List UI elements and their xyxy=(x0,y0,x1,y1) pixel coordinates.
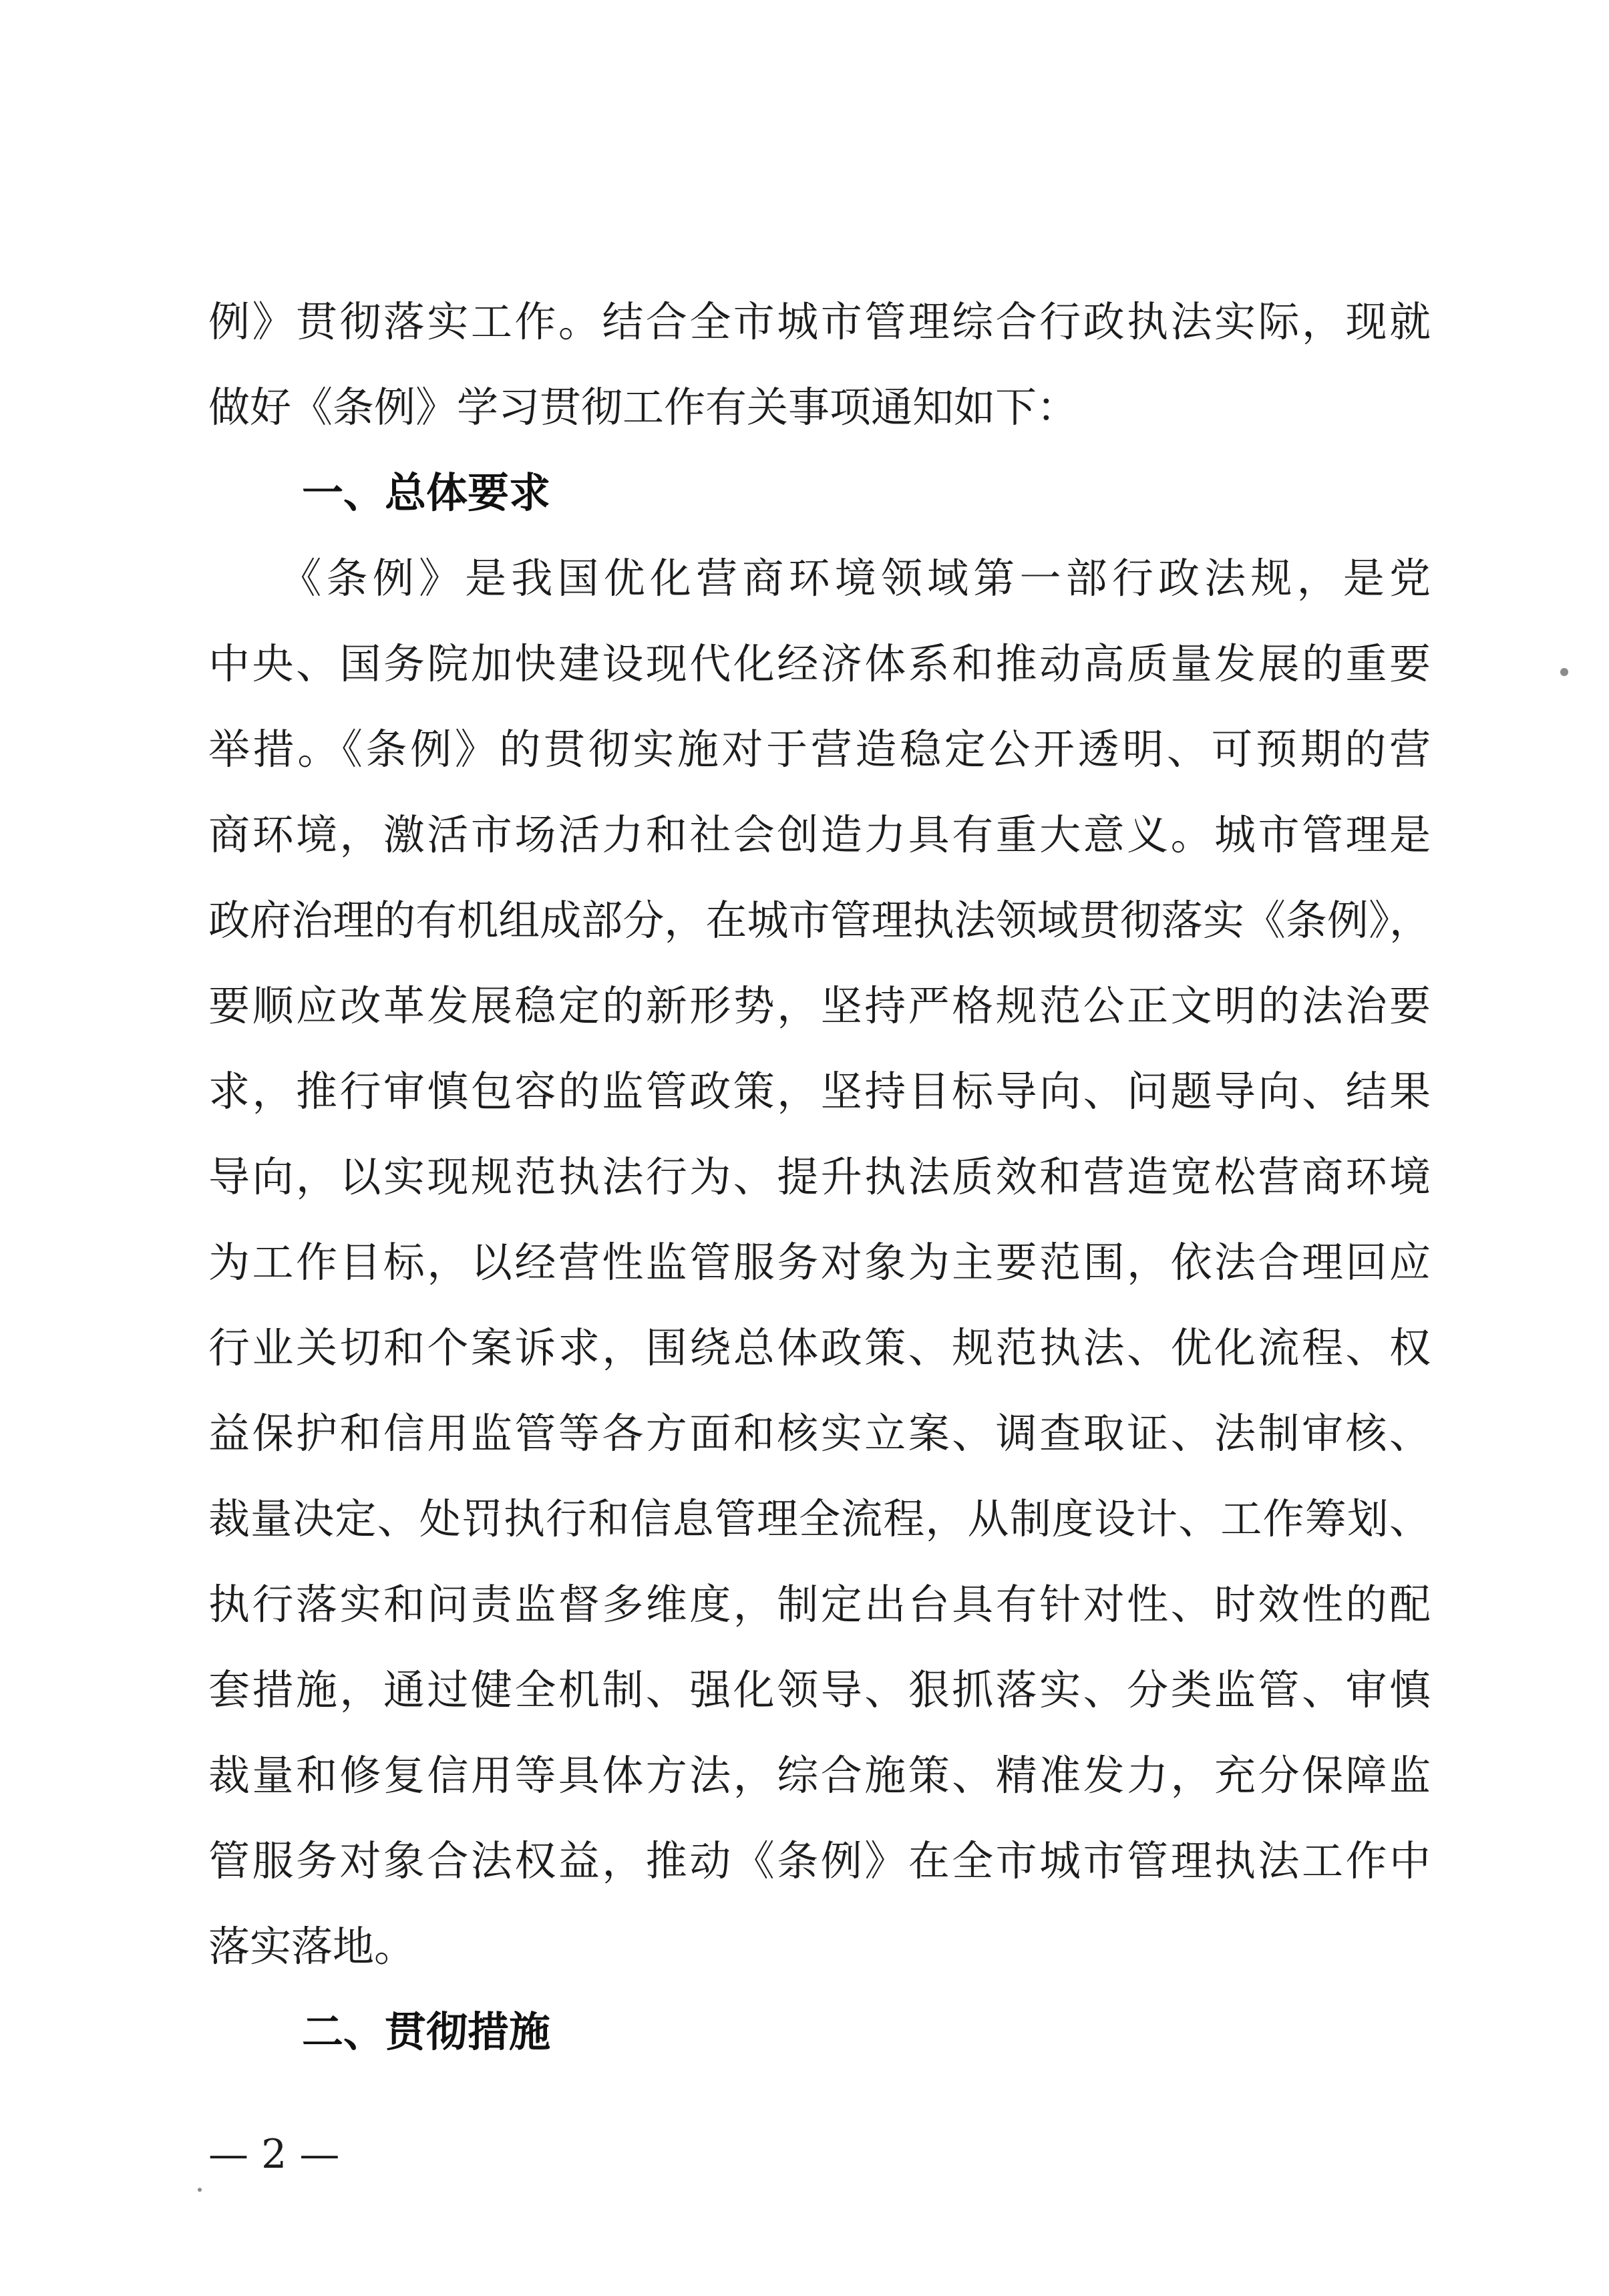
paragraph-line-13: 执行落实和问责监督多维度，制定出台具有针对性、时效性的配 xyxy=(208,1580,1431,1629)
paragraph-line-12: 裁量决定、处罚执行和信息管理全流程，从制度设计、工作筹划、 xyxy=(208,1494,1431,1543)
paragraph-line-16: 管服务对象合法权益，推动《条例》在全市城市管理执法工作中 xyxy=(208,1836,1431,1885)
scan-speck xyxy=(198,2188,202,2192)
paragraph-line-11: 益保护和信用监管等各方面和核实立案、调查取证、法制审核、 xyxy=(208,1409,1431,1458)
paragraph-line-3: 举措。《条例》的贯彻实施对于营造稳定公开透明、可预期的营 xyxy=(208,725,1431,774)
paragraph-line-2: 中央、国务院加快建设现代化经济体系和推动高质量发展的重要 xyxy=(208,639,1431,688)
paragraph-line-8: 导向，以实现规范执法行为、提升执法质效和营造宽松营商环境 xyxy=(208,1152,1431,1201)
intro-line-2: 做好《条例》学习贯彻工作有关事项通知如下： xyxy=(208,383,1079,432)
paragraph-line-9: 为工作目标，以经营性监管服务对象为主要范围，依法合理回应 xyxy=(208,1238,1431,1287)
paragraph-line-7: 求，推行审慎包容的监管政策，坚持目标导向、问题导向、结果 xyxy=(208,1067,1431,1116)
scan-speck xyxy=(1560,668,1568,676)
page-number: — 2 — xyxy=(208,2131,340,2178)
paragraph-line-5: 政府治理的有机组成部分，在城市管理执法领域贯彻落实《条例》， xyxy=(208,896,1431,945)
section-heading-implementation-measures: 二、贯彻措施 xyxy=(302,2007,551,2056)
intro-line-1: 例》贯彻落实工作。结合全市城市管理综合行政执法实际，现就 xyxy=(208,297,1431,346)
paragraph-line-17: 落实落地。 xyxy=(208,1922,416,1971)
section-heading-overall-requirements: 一、总体要求 xyxy=(302,468,551,517)
paragraph-line-6: 要顺应改革发展稳定的新形势，坚持严格规范公正文明的法治要 xyxy=(208,981,1431,1030)
paragraph-line-15: 裁量和修复信用等具体方法，综合施策、精准发力，充分保障监 xyxy=(208,1751,1431,1800)
paragraph-line-1: 《条例》是我国优化营商环境领域第一部行政法规，是党 xyxy=(208,554,1431,603)
paragraph-line-4: 商环境，激活市场活力和社会创造力具有重大意义。城市管理是 xyxy=(208,810,1431,859)
document-body xyxy=(208,279,1431,2075)
paragraph-line-14: 套措施，通过健全机制、强化领导、狠抓落实、分类监管、审慎 xyxy=(208,1665,1431,1714)
paragraph-line-10: 行业关切和个案诉求，围绕总体政策、规范执法、优化流程、权 xyxy=(208,1323,1431,1372)
